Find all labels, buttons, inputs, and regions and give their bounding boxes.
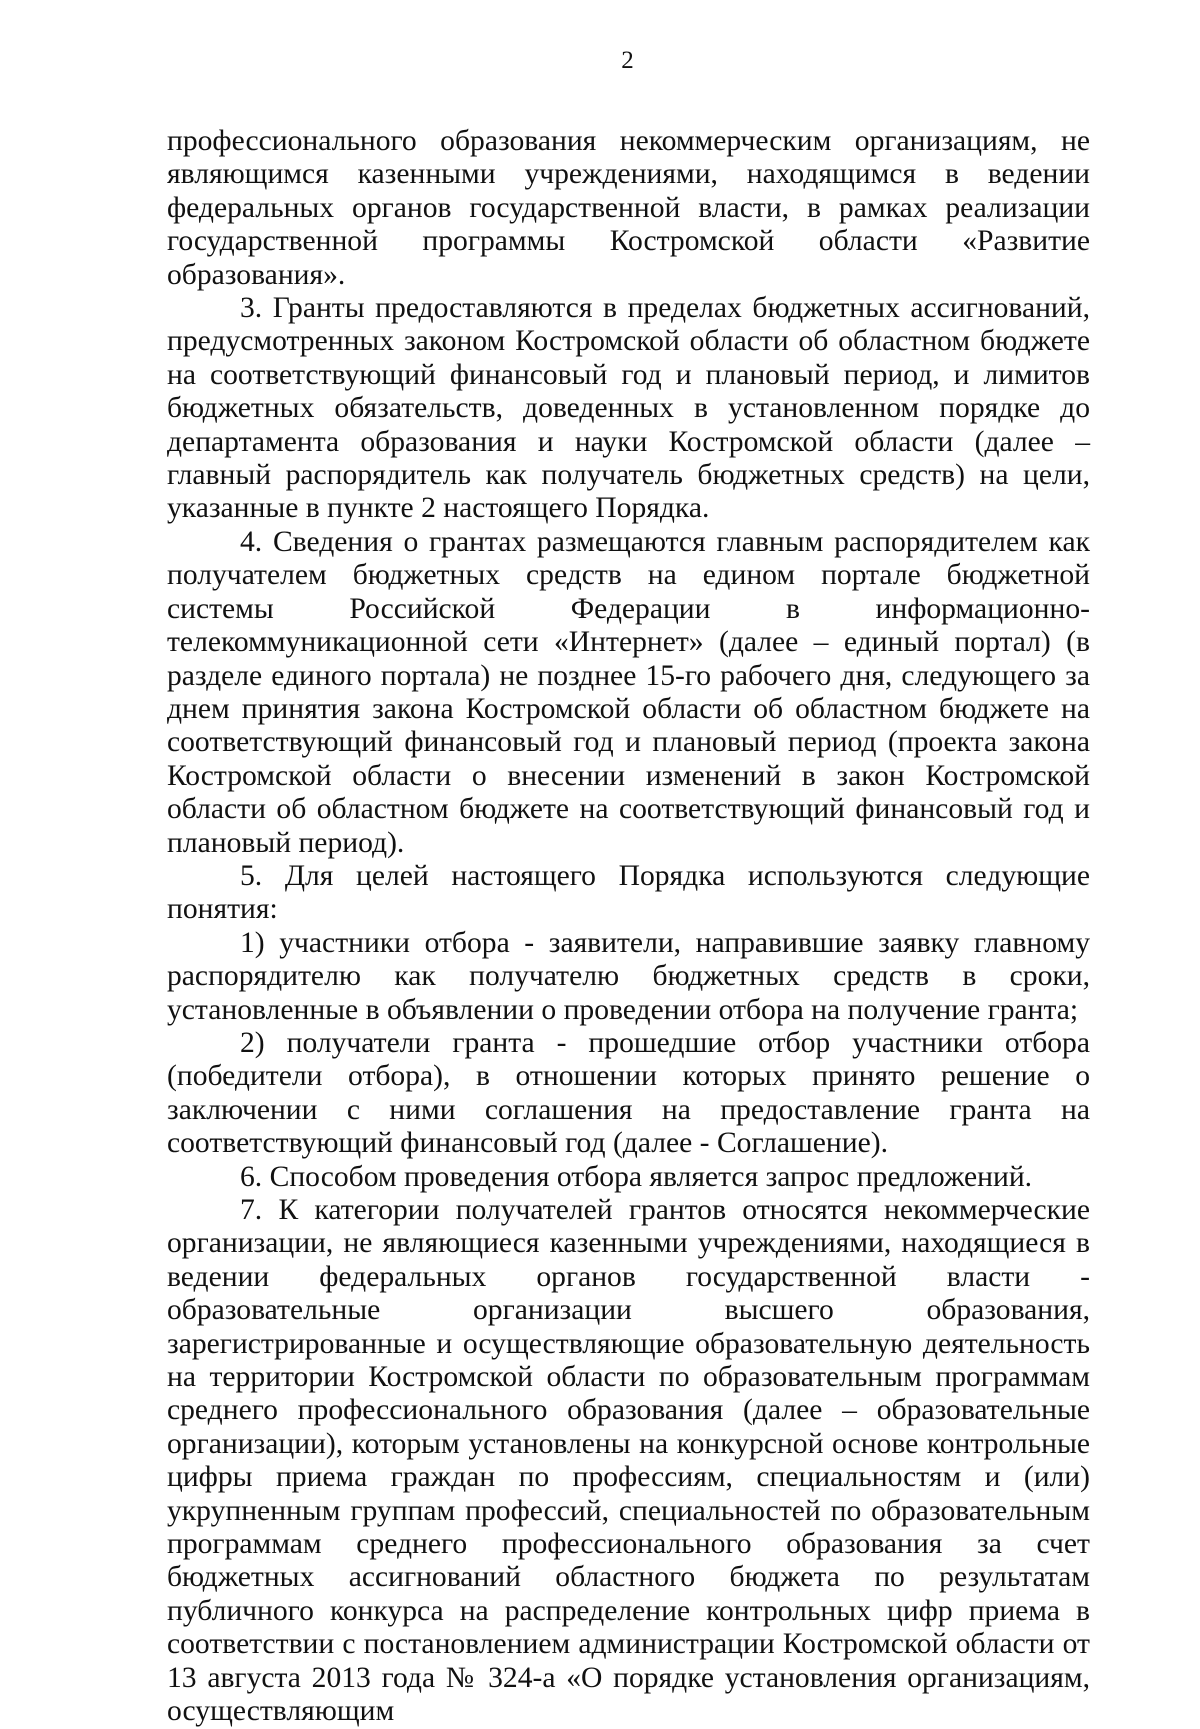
paragraph: 1) участники отбора - заявители, направившие заявку главному распорядителю как получателю бюджетных средств в сроки, установленные в объявлении о проведении отбора на получение гранта; — [167, 926, 1090, 1026]
paragraph: 3. Гранты предоставляются в пределах бюджетных ассигнований, предусмотренных законом Костромской области об областном бюджете на соответствующий финансовый год и плановый период, и лимитов бюджетных обязательств, доведенных в установленном порядке до департамента образования и науки Костромской области (далее – главный распорядитель как получатель бюджетных средств) на цели, указанные в пункте 2 настоящего Порядка. — [167, 292, 1090, 525]
paragraph: 4. Сведения о грантах размещаются главным распорядителем как получателем бюджетных средств на едином портале бюджетной системы Российской Федерации в информационно-телекоммуникационной сети «Интернет» (далее – единый портал) (в разделе единого портала) не позднее 15-го рабочего дня, следующего за днем принятия закона Костромской области об областном бюджете на соответствующий финансовый год и плановый период (проекта закона Костромской области о внесении изменений в закон Костромской области об областном бюджете на соответствующий финансовый год и плановый период). — [167, 525, 1090, 859]
page-number: 2 — [621, 47, 634, 74]
paragraph: 5. Для целей настоящего Порядка используются следующие понятия: — [167, 859, 1090, 926]
paragraph: профессионального образования некоммерческим организациям, не являющимся казенными учреждениями, находящимся в ведении федеральных органов государственной власти, в рамках реализации государственной программы Костромской области «Развитие образования». — [167, 125, 1090, 291]
paragraph: 7. К категории получателей грантов относятся некоммерческие организации, не являющиеся казенными учреждениями, находящиеся в ведении федеральных органов государственной власти - образовательные организации высшего образования, зарегистрированные и осуществляющие образовательную деятельность на территории Костромской области по образовательным программам среднего профессионального образования (далее – образовательные организации), которым установлены на конкурсной основе контрольные цифры приема граждан по профессиям, специальностям и (или) укрупненным группам профессий, специальностей по образовательным программам среднего профессионального образования за счет бюджетных ассигнований областного бюджета по результатам публичного конкурса на распределение контрольных цифр приема в соответствии с постановлением администрации Костромской области от 13 августа 2013 года № 324-а «О порядке установления организациям, осуществляющим — [167, 1194, 1090, 1728]
paragraph: 2) получатели гранта - прошедшие отбор участники отбора (победители отбора), в отношении которых принято решение о заключении с ними соглашения на предоставление гранта на соответствующий финансовый год (далее - Соглашение). — [167, 1026, 1090, 1160]
document-body — [167, 125, 1090, 1729]
paragraph: 6. Способом проведения отбора является запрос предложений. — [240, 1160, 1033, 1193]
